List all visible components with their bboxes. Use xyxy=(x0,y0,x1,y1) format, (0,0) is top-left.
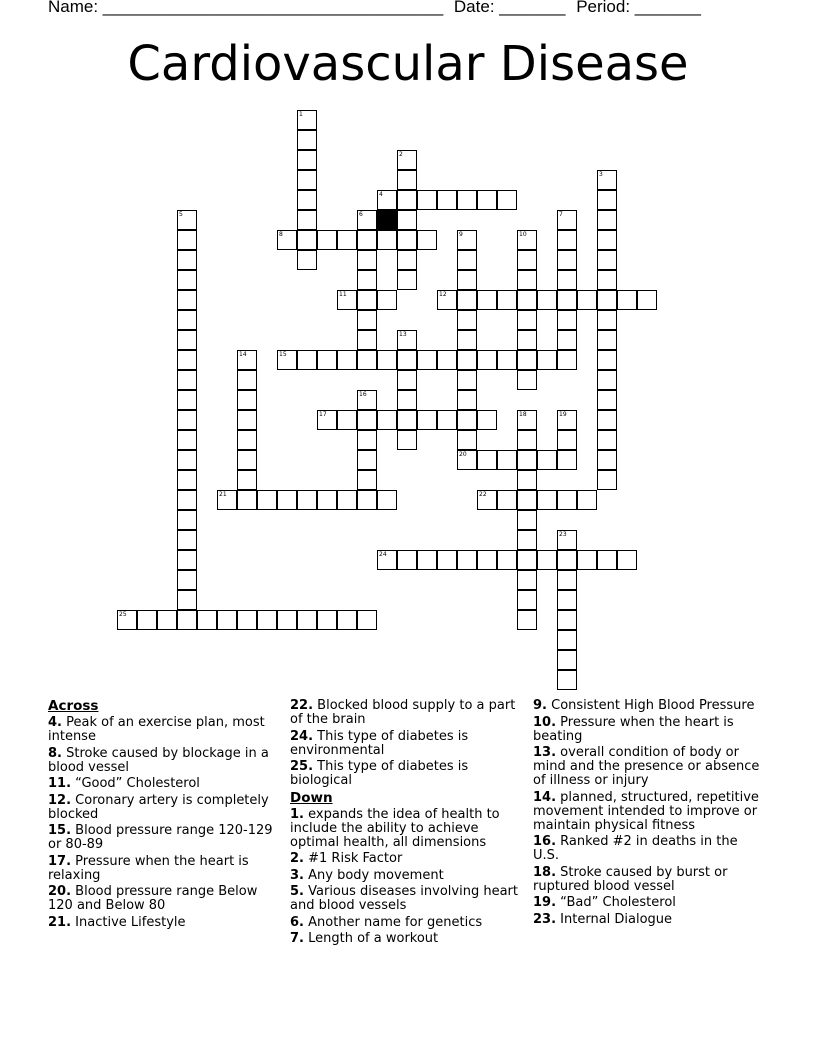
grid-cell[interactable] xyxy=(517,350,537,370)
grid-cell[interactable] xyxy=(477,190,497,210)
grid-cell[interactable] xyxy=(477,350,497,370)
grid-cell[interactable] xyxy=(597,550,617,570)
grid-cell[interactable] xyxy=(557,330,577,350)
across-clues-column-1 xyxy=(48,699,280,932)
grid-cell[interactable] xyxy=(457,190,477,210)
black-square xyxy=(377,210,397,230)
grid-cell[interactable] xyxy=(177,410,197,430)
grid-cell[interactable] xyxy=(537,290,557,310)
down-clues-column-3 xyxy=(533,699,765,929)
grid-cell[interactable] xyxy=(517,610,537,630)
name-field[interactable]: Name: ____________________________________ xyxy=(48,0,444,16)
grid-cell[interactable] xyxy=(177,450,197,470)
grid-cell[interactable] xyxy=(457,550,477,570)
grid-cell[interactable] xyxy=(257,610,277,630)
clue-number: 22 xyxy=(479,491,487,498)
grid-cell[interactable] xyxy=(597,290,617,310)
grid-cell[interactable] xyxy=(557,670,577,690)
grid-cell[interactable] xyxy=(177,590,197,610)
clue-number: 13 xyxy=(399,331,407,338)
clue-number: 12 xyxy=(439,291,447,298)
grid-cell[interactable] xyxy=(497,290,517,310)
grid-cell[interactable] xyxy=(597,470,617,490)
grid-cell[interactable] xyxy=(517,470,537,490)
grid-cell[interactable] xyxy=(417,350,437,370)
clue-number: 16 xyxy=(359,391,367,398)
clue-across-11: 11. “Good” Cholesterol xyxy=(48,776,200,791)
clue-number: 23 xyxy=(559,531,567,538)
clue-number: 21 xyxy=(219,491,227,498)
grid-cell[interactable] xyxy=(417,190,437,210)
grid-cell[interactable] xyxy=(377,550,397,570)
clue-number: 7 xyxy=(559,211,563,218)
grid-cell[interactable] xyxy=(297,110,317,130)
grid-cell[interactable] xyxy=(357,430,377,450)
grid-cell[interactable] xyxy=(317,610,337,630)
grid-cell[interactable] xyxy=(457,450,477,470)
grid-cell[interactable] xyxy=(437,350,457,370)
grid-cell[interactable] xyxy=(577,490,597,510)
grid-cell[interactable] xyxy=(397,410,417,430)
down-heading: Down xyxy=(290,789,333,806)
clue-down-2: 2. #1 Risk Factor xyxy=(290,851,403,866)
grid-cell[interactable] xyxy=(177,430,197,450)
grid-cell[interactable] xyxy=(357,350,377,370)
grid-cell[interactable] xyxy=(177,330,197,350)
grid-cell[interactable] xyxy=(137,610,157,630)
grid-cell[interactable] xyxy=(477,410,497,430)
grid-cell[interactable] xyxy=(557,310,577,330)
clue-across-8: 8. Stroke caused by blockage in a blood vessel xyxy=(48,745,269,775)
clue-down-23: 23. Internal Dialogue xyxy=(533,911,673,927)
grid-cell[interactable] xyxy=(357,290,377,310)
grid-cell[interactable] xyxy=(257,490,277,510)
grid-cell[interactable] xyxy=(177,490,197,510)
grid-cell[interactable] xyxy=(377,410,397,430)
grid-cell[interactable] xyxy=(237,490,257,510)
grid-cell[interactable] xyxy=(397,550,417,570)
grid-cell[interactable] xyxy=(557,490,577,510)
grid-cell[interactable] xyxy=(377,490,397,510)
grid-cell[interactable] xyxy=(237,610,257,630)
clue-down-19: 19. “Bad” Cholesterol xyxy=(533,895,676,910)
grid-cell[interactable] xyxy=(557,530,577,550)
clue-down-9: 9. Consistent High Blood Pressure xyxy=(533,698,755,713)
grid-cell[interactable] xyxy=(377,290,397,310)
grid-cell[interactable] xyxy=(237,430,257,450)
clue-down-18: 18. Stroke caused by burst or ruptured blood vessel xyxy=(533,864,728,894)
clue-down-3: 3. Any body movement xyxy=(290,867,444,883)
clue-down-7: 7. Length of a workout xyxy=(290,931,439,946)
grid-cell[interactable] xyxy=(397,370,417,390)
grid-cell[interactable] xyxy=(357,410,377,430)
grid-cell[interactable] xyxy=(177,270,197,290)
grid-cell[interactable] xyxy=(537,550,557,570)
grid-cell[interactable] xyxy=(237,350,257,370)
clue-number: 5 xyxy=(179,211,183,218)
grid-cell[interactable] xyxy=(177,250,197,270)
grid-cell[interactable] xyxy=(557,610,577,630)
grid-cell[interactable] xyxy=(457,330,477,350)
grid-cell[interactable] xyxy=(397,170,417,190)
grid-cell[interactable] xyxy=(497,490,517,510)
grid-cell[interactable] xyxy=(597,350,617,370)
grid-cell[interactable] xyxy=(477,450,497,470)
clue-across-15: 15. Blood pressure range 120-129 or 80-89 xyxy=(48,823,273,852)
grid-cell[interactable] xyxy=(357,270,377,290)
grid-cell[interactable] xyxy=(337,290,357,310)
grid-cell[interactable] xyxy=(217,490,237,510)
grid-cell[interactable] xyxy=(297,130,317,150)
clue-number: 20 xyxy=(459,451,467,458)
grid-cell[interactable] xyxy=(517,510,537,530)
grid-cell[interactable] xyxy=(417,550,437,570)
grid-cell[interactable] xyxy=(177,470,197,490)
clue-across-24: 24. This type of diabetes is environmental xyxy=(290,728,469,758)
grid-cell[interactable] xyxy=(517,290,537,310)
grid-cell[interactable] xyxy=(177,610,197,630)
grid-cell[interactable] xyxy=(557,210,577,230)
clue-down-1: 1. expands the idea of health to include the ability to achieve optimal health, all dimensions xyxy=(290,806,500,850)
grid-cell[interactable] xyxy=(597,450,617,470)
grid-cell[interactable] xyxy=(617,290,637,310)
grid-cell[interactable] xyxy=(457,410,477,430)
clue-number: 15 xyxy=(279,351,287,358)
grid-cell[interactable] xyxy=(437,190,457,210)
clue-number: 14 xyxy=(239,351,247,358)
grid-cell[interactable] xyxy=(277,610,297,630)
grid-cell[interactable] xyxy=(297,190,317,210)
grid-cell[interactable] xyxy=(597,210,617,230)
grid-cell[interactable] xyxy=(397,430,417,450)
grid-cell[interactable] xyxy=(517,530,537,550)
grid-cell[interactable] xyxy=(377,350,397,370)
date-field[interactable]: Date: _______ xyxy=(453,0,566,16)
grid-cell[interactable] xyxy=(557,270,577,290)
clue-down-5: 5. Various diseases involving heart and blood vessels xyxy=(290,884,518,913)
grid-cell[interactable] xyxy=(437,290,457,310)
grid-cell[interactable] xyxy=(337,230,357,250)
grid-cell[interactable] xyxy=(517,310,537,330)
grid-cell[interactable] xyxy=(437,550,457,570)
grid-cell[interactable] xyxy=(597,270,617,290)
grid-cell[interactable] xyxy=(357,390,377,410)
grid-cell[interactable] xyxy=(177,230,197,250)
grid-cell[interactable] xyxy=(497,350,517,370)
grid-cell[interactable] xyxy=(557,590,577,610)
grid-cell[interactable] xyxy=(157,610,177,630)
grid-cell[interactable] xyxy=(337,490,357,510)
clue-number: 18 xyxy=(519,411,527,418)
grid-cell[interactable] xyxy=(457,350,477,370)
clue-across-21: 21. Inactive Lifestyle xyxy=(48,914,186,930)
grid-cell[interactable] xyxy=(517,450,537,470)
grid-cell[interactable] xyxy=(177,290,197,310)
period-field[interactable]: Period: _______ xyxy=(576,0,701,16)
grid-cell[interactable] xyxy=(557,630,577,650)
grid-cell[interactable] xyxy=(597,310,617,330)
grid-cell[interactable] xyxy=(177,210,197,230)
grid-cell[interactable] xyxy=(517,430,537,450)
grid-cell[interactable] xyxy=(397,190,417,210)
clue-number: 11 xyxy=(339,291,347,298)
grid-cell[interactable] xyxy=(357,310,377,330)
grid-cell[interactable] xyxy=(277,230,297,250)
clue-down-10: 10. Pressure when the heart is beating xyxy=(533,714,734,744)
grid-cell[interactable] xyxy=(297,250,317,270)
grid-cell[interactable] xyxy=(477,550,497,570)
grid-cell[interactable] xyxy=(177,530,197,550)
clue-across-20: 20. Blood pressure range Below 120 and Below 80 xyxy=(48,884,258,913)
grid-cell[interactable] xyxy=(117,610,137,630)
grid-cell[interactable] xyxy=(537,350,557,370)
grid-cell[interactable] xyxy=(457,230,477,250)
grid-cell[interactable] xyxy=(237,450,257,470)
grid-cell[interactable] xyxy=(357,230,377,250)
grid-cell[interactable] xyxy=(397,150,417,170)
clue-down-13: 13. overall condition of body or mind and the presence or absence of illness or injury xyxy=(533,745,760,788)
grid-cell[interactable] xyxy=(497,550,517,570)
grid-cell[interactable] xyxy=(537,490,557,510)
grid-cell[interactable] xyxy=(357,210,377,230)
clue-down-14: 14. planned, structured, repetitive movement intended to improve or maintain physical fitness xyxy=(533,789,759,833)
grid-cell[interactable] xyxy=(557,570,577,590)
grid-cell[interactable] xyxy=(357,250,377,270)
grid-cell[interactable] xyxy=(557,290,577,310)
grid-cell[interactable] xyxy=(277,490,297,510)
grid-cell[interactable] xyxy=(457,270,477,290)
grid-cell[interactable] xyxy=(397,250,417,270)
grid-cell[interactable] xyxy=(517,570,537,590)
grid-cell[interactable] xyxy=(377,230,397,250)
grid-cell[interactable] xyxy=(557,250,577,270)
grid-cell[interactable] xyxy=(377,190,397,210)
grid-cell[interactable] xyxy=(457,290,477,310)
clue-number: 19 xyxy=(559,411,567,418)
grid-cell[interactable] xyxy=(517,270,537,290)
grid-cell[interactable] xyxy=(317,230,337,250)
grid-cell[interactable] xyxy=(357,330,377,350)
clue-number: 6 xyxy=(359,211,363,218)
grid-cell[interactable] xyxy=(177,510,197,530)
grid-cell[interactable] xyxy=(417,410,437,430)
grid-cell[interactable] xyxy=(397,210,417,230)
grid-cell[interactable] xyxy=(457,250,477,270)
grid-cell[interactable] xyxy=(437,410,457,430)
grid-cell[interactable] xyxy=(577,550,597,570)
grid-cell[interactable] xyxy=(597,390,617,410)
grid-cell[interactable] xyxy=(237,390,257,410)
grid-cell[interactable] xyxy=(637,290,657,310)
grid-cell[interactable] xyxy=(557,350,577,370)
clue-number: 10 xyxy=(519,231,527,238)
grid-cell[interactable] xyxy=(397,350,417,370)
grid-cell[interactable] xyxy=(297,490,317,510)
grid-cell[interactable] xyxy=(517,230,537,250)
grid-cell[interactable] xyxy=(177,350,197,370)
grid-cell[interactable] xyxy=(297,350,317,370)
grid-cell[interactable] xyxy=(317,490,337,510)
grid-cell[interactable] xyxy=(277,350,297,370)
clue-number: 3 xyxy=(599,171,603,178)
clues-column-2 xyxy=(290,699,522,949)
grid-cell[interactable] xyxy=(457,370,477,390)
grid-cell[interactable] xyxy=(337,410,357,430)
grid-cell[interactable] xyxy=(177,570,197,590)
grid-cell[interactable] xyxy=(357,450,377,470)
grid-cell[interactable] xyxy=(557,650,577,670)
clue-number: 24 xyxy=(379,551,387,558)
grid-cell[interactable] xyxy=(317,350,337,370)
clue-across-25: 25. This type of diabetes is biological xyxy=(290,759,469,788)
grid-cell[interactable] xyxy=(357,470,377,490)
grid-cell[interactable] xyxy=(617,550,637,570)
grid-cell[interactable] xyxy=(297,210,317,230)
grid-cell[interactable] xyxy=(517,490,537,510)
grid-cell[interactable] xyxy=(557,230,577,250)
grid-cell[interactable] xyxy=(237,370,257,390)
grid-cell[interactable] xyxy=(177,550,197,570)
grid-cell[interactable] xyxy=(217,610,237,630)
grid-cell[interactable] xyxy=(537,450,557,470)
grid-cell[interactable] xyxy=(357,610,377,630)
grid-cell[interactable] xyxy=(597,410,617,430)
clue-number: 1 xyxy=(299,111,303,118)
grid-cell[interactable] xyxy=(337,350,357,370)
clue-across-12: 12. Coronary artery is completely blocked xyxy=(48,792,269,822)
grid-cell[interactable] xyxy=(337,610,357,630)
clue-across-22: 22. Blocked blood supply to a part of the brain xyxy=(290,698,516,727)
grid-cell[interactable] xyxy=(557,410,577,430)
grid-cell[interactable] xyxy=(517,410,537,430)
grid-cell[interactable] xyxy=(517,250,537,270)
grid-cell[interactable] xyxy=(597,370,617,390)
grid-cell[interactable] xyxy=(517,330,537,350)
grid-cell[interactable] xyxy=(517,550,537,570)
clue-across-17: 17. Pressure when the heart is relaxing xyxy=(48,853,249,883)
clue-number: 2 xyxy=(399,151,403,158)
grid-cell[interactable] xyxy=(597,190,617,210)
grid-cell[interactable] xyxy=(477,490,497,510)
grid-cell[interactable] xyxy=(497,190,517,210)
grid-cell[interactable] xyxy=(297,610,317,630)
grid-cell[interactable] xyxy=(497,450,517,470)
grid-cell[interactable] xyxy=(597,170,617,190)
grid-cell[interactable] xyxy=(457,390,477,410)
clue-number: 4 xyxy=(379,191,383,198)
grid-cell[interactable] xyxy=(237,410,257,430)
grid-cell[interactable] xyxy=(357,490,377,510)
grid-cell[interactable] xyxy=(397,330,417,350)
grid-cell[interactable] xyxy=(397,230,417,250)
grid-cell[interactable] xyxy=(237,470,257,490)
grid-cell[interactable] xyxy=(177,310,197,330)
clue-down-16: 16. Ranked #2 in deaths in the U.S. xyxy=(533,834,738,863)
grid-cell[interactable] xyxy=(577,290,597,310)
grid-cell[interactable] xyxy=(477,290,497,310)
grid-cell[interactable] xyxy=(597,430,617,450)
grid-cell[interactable] xyxy=(517,370,537,390)
clue-down-6: 6. Another name for genetics xyxy=(290,914,483,930)
puzzle-title: Cardiovascular Disease xyxy=(127,36,689,92)
grid-cell[interactable] xyxy=(397,270,417,290)
grid-cell[interactable] xyxy=(457,310,477,330)
grid-cell[interactable] xyxy=(557,550,577,570)
grid-cell[interactable] xyxy=(517,590,537,610)
grid-cell[interactable] xyxy=(297,170,317,190)
grid-cell[interactable] xyxy=(197,610,217,630)
clue-number: 17 xyxy=(319,411,327,418)
grid-cell[interactable] xyxy=(177,370,197,390)
grid-cell[interactable] xyxy=(597,230,617,250)
grid-cell[interactable] xyxy=(597,250,617,270)
grid-cell[interactable] xyxy=(177,390,197,410)
grid-cell[interactable] xyxy=(597,330,617,350)
clue-number: 25 xyxy=(119,611,127,618)
grid-cell[interactable] xyxy=(317,410,337,430)
grid-cell[interactable] xyxy=(557,430,577,450)
grid-cell[interactable] xyxy=(457,430,477,450)
grid-cell[interactable] xyxy=(297,230,317,250)
grid-cell[interactable] xyxy=(417,230,437,250)
grid-cell[interactable] xyxy=(297,150,317,170)
grid-cell[interactable] xyxy=(397,390,417,410)
clue-number: 8 xyxy=(279,231,283,238)
grid-cell[interactable] xyxy=(557,450,577,470)
across-heading: Across xyxy=(48,698,99,714)
clue-across-4: 4. Peak of an exercise plan, most intense xyxy=(48,715,265,744)
clue-number: 9 xyxy=(459,231,463,238)
